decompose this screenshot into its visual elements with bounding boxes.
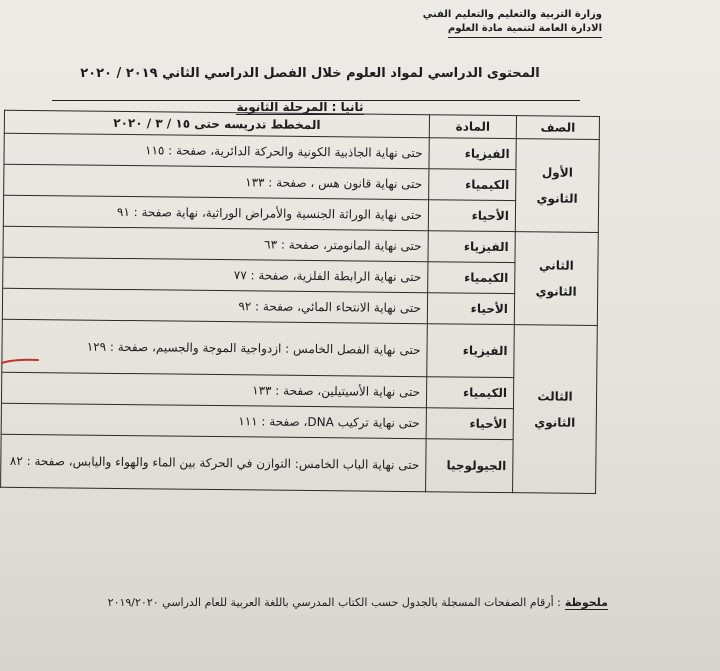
grade-cell: الأول الثانوي [515, 139, 599, 233]
subject-cell: الأحياء [428, 200, 515, 232]
footnote-label: ملحوظة [564, 596, 608, 609]
document-title: المحتوى الدراسي لمواد العلوم خلال الفصل الدراسي الثاني ٢٠١٩ / ٢٠٢٠ [80, 66, 540, 81]
table-row [2, 319, 598, 378]
plan-cell: حتى نهاية الأسيتيلين، صفحة : ١٣٣ [1, 372, 426, 407]
section-subtitle: ثانيا : المرحلة الثانوية [236, 100, 364, 114]
table-row [1, 434, 597, 493]
subject-cell: الفيزياء [429, 138, 516, 170]
plan-cell: حتى نهاية الفصل الخامس : ازدواجية الموجة والجسيم، صفحة : ١٢٩ [2, 319, 428, 376]
header-plan: المخطط تدريسه حتى ١٥ / ٣ / ٢٠٢٠ [4, 110, 429, 137]
red-pen-mark [0, 356, 40, 366]
plan-cell: حتى نهاية الجاذبية الكونية والحركة الدائرية، صفحة : ١١٥ [4, 133, 429, 168]
footnote-text: : أرقام الصفحات المسجلة بالجدول حسب الكتاب المدرسي باللغة العربية للعام الدراسي ٢٠١٩/٢٠٢٠ [107, 596, 561, 609]
subject-cell: الأحياء [427, 293, 514, 325]
plan-cell: حتى نهاية تركيب DNA، صفحة : ١١١ [1, 403, 426, 438]
plan-cell: حتى نهاية المانومتر، صفحة : ٦٣ [3, 226, 428, 261]
footnote [8, 596, 608, 609]
header-subject: المادة [429, 115, 516, 139]
curriculum-table [0, 110, 600, 494]
department-name: الادارة العامة لتنمية مادة العلوم [448, 22, 602, 38]
plan-cell: حتى نهاية الانتحاء المائي، صفحة : ٩٢ [2, 288, 427, 323]
subject-cell: الفيزياء [428, 231, 515, 263]
subject-cell: الجيولوجيا [426, 439, 514, 493]
subject-cell: الكيمياء [429, 169, 516, 201]
subject-cell: الكيمياء [426, 377, 513, 409]
grade-cell: الثالث الثانوي [513, 325, 598, 494]
subject-cell: الأحياء [426, 408, 513, 440]
grade-cell: الثاني الثانوي [514, 232, 598, 326]
plan-cell: حتى نهاية الوراثة الجنسية والأمراض الوراثية، نهاية صفحة : ٩١ [3, 195, 428, 230]
plan-cell: حتى نهاية الباب الخامس: التوازن في الحركة بين الماء والهواء واليابس، صفحة : ٨٢ [1, 434, 427, 491]
ministry-header [342, 8, 602, 38]
subject-cell: الفيزياء [427, 324, 515, 378]
plan-cell: حتى نهاية الرابطة الفلزية، صفحة : ٧٧ [3, 257, 428, 292]
plan-cell: حتى نهاية قانون هس ، صفحة : ١٣٣ [4, 164, 429, 199]
ministry-name: وزارة التربية والتعليم والتعليم الفني [422, 9, 602, 20]
header-grade: الصف [516, 116, 599, 140]
subject-cell: الكيمياء [428, 262, 515, 294]
